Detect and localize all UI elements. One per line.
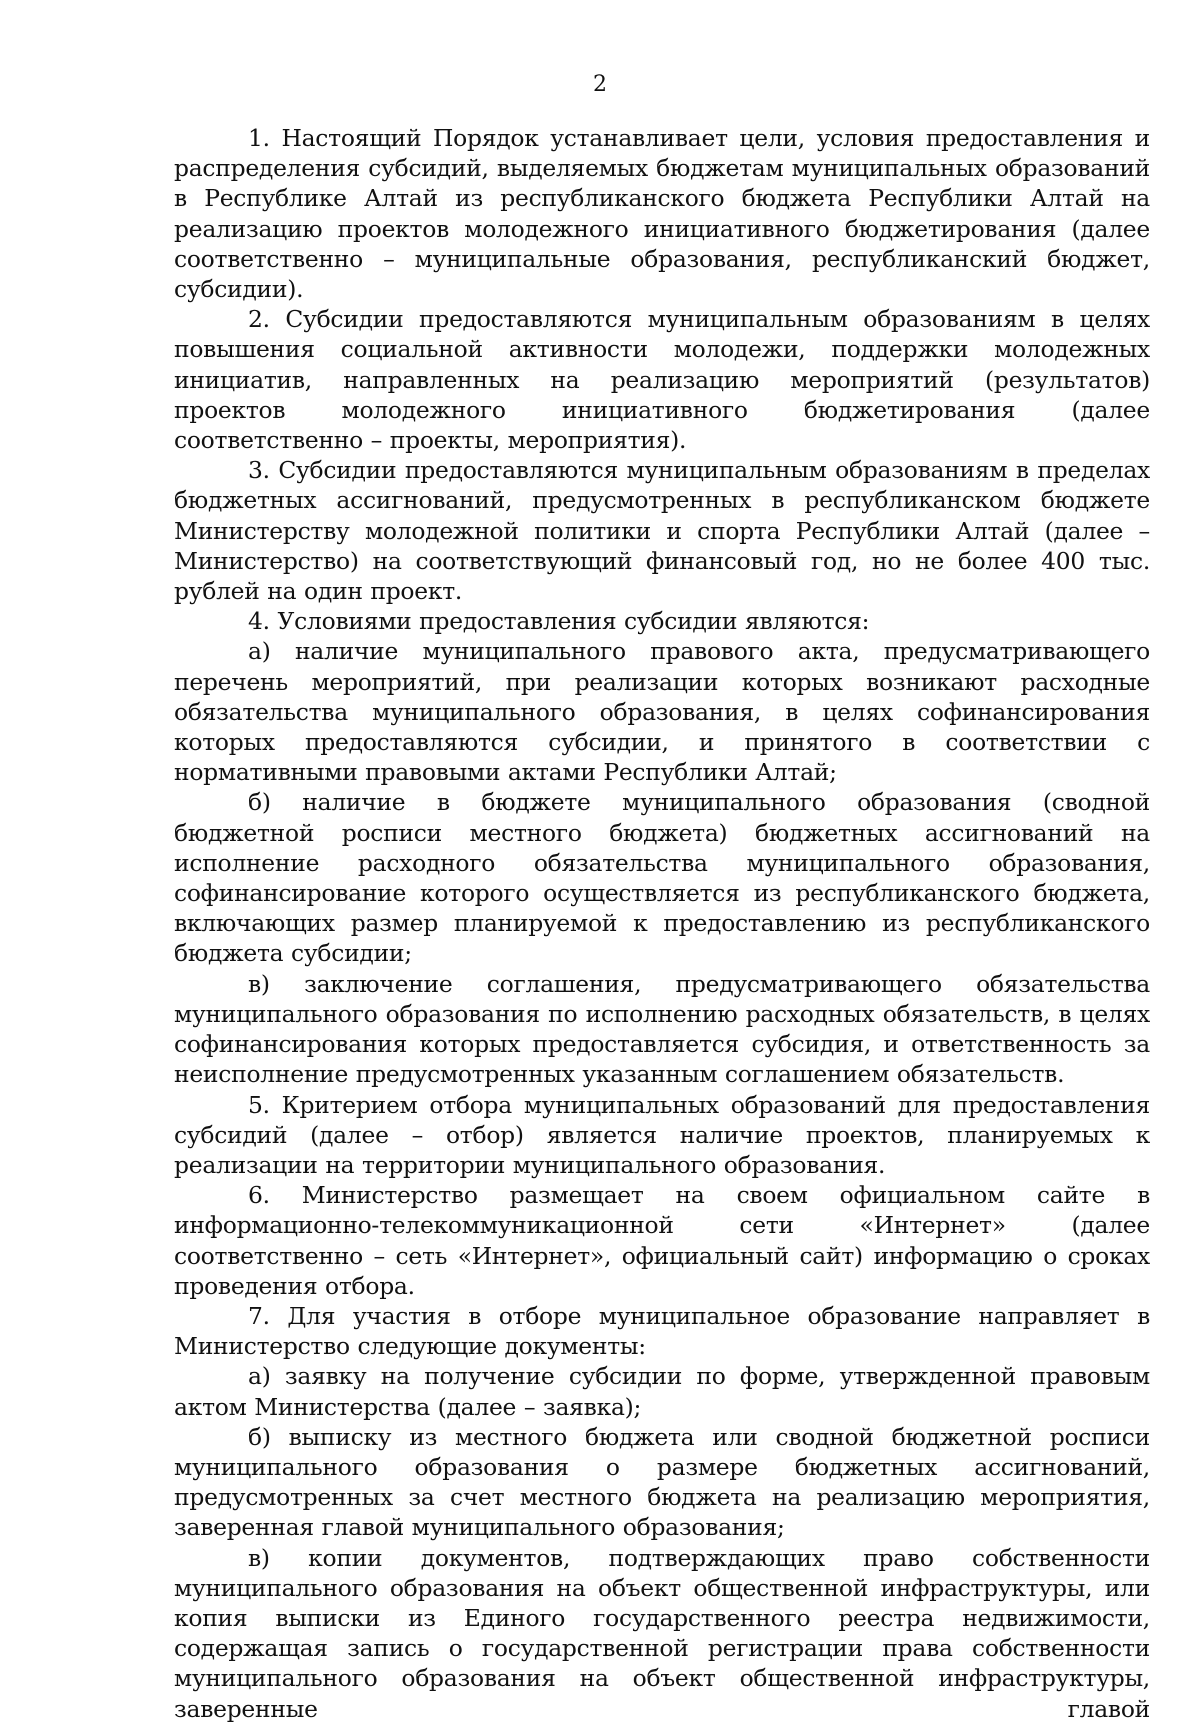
paragraph-5: 5. Критерием отбора муниципальных образований для предоставления субсидий (далее – отбор) является наличие проектов, планируемых к реализации на территории муниципального образования. — [174, 1090, 1150, 1179]
paragraph-4v: в) заключение соглашения, предусматривающего обязательства муниципального образования по исполнению расходных обязательств, в целях софинансирования которых предоставляется субсидия, и ответственность за неисполнение предусмотренных указанным соглашением обязательств. — [174, 969, 1150, 1089]
paragraph-7b: б) выписку из местного бюджета или сводной бюджетной росписи муниципального образования о размере бюджетных ассигнований, предусмотренных за счет местного бюджета на реализацию мероприятия, заверенная главой муниципального образования; — [174, 1422, 1150, 1542]
paragraph-6: 6. Министерство размещает на своем официальном сайте в информационно-телекоммуникационной сети «Интернет» (далее соответственно – сеть «Интернет», официальный сайт) информацию о сроках проведения отбора. — [174, 1181, 1150, 1300]
page-number: 2 — [593, 72, 607, 97]
paragraph-3: 3. Субсидии предоставляются муниципальным образованиям в пределах бюджетных ассигнований, предусмотренных в республиканском бюджете Министерству молодежной политики и спорта Республики Алтай (далее – Министерство) на соответствующий финансовый год, но не более 400 тыс. рублей на один проект. — [174, 456, 1150, 606]
paragraph-7a: а) заявку на получение субсидии по форме, утвержденной правовым актом Министерства (далее – заявка); — [174, 1362, 1150, 1421]
document-body — [174, 123, 1150, 1724]
paragraph-2: 2. Субсидии предоставляются муниципальным образованиям в целях повышения социальной активности молодежи, поддержки молодежных инициатив, направленных на реализацию мероприятий (результатов) проектов молодежного инициативного бюджетирования (далее соответственно – проекты, мероприятия). — [174, 305, 1150, 455]
paragraph-1: 1. Настоящий Порядок устанавливает цели, условия предоставления и распределения субсидий, выделяемых бюджетам муниципальных образований в Республике Алтай из республиканского бюджета Республики Алтай на реализацию проектов молодежного инициативного бюджетирования (далее соответственно – муниципальные образования, республиканский бюджет, субсидии). — [174, 124, 1150, 304]
paragraph-7: 7. Для участия в отборе муниципальное образование направляет в Министерство следующие документы: — [174, 1301, 1150, 1361]
paragraph-7v: в) копии документов, подтверждающих право собственности муниципального образования на объект общественной инфраструктуры, или копия выписки из Единого государственного реестра недвижимости, содержащая запись о государственной регистрации права собственности муниципального образования на объект общественной инфраструктуры, заверенные главой — [174, 1543, 1150, 1723]
paragraph-4a: а) наличие муниципального правового акта, предусматривающего перечень мероприятий, при реализации которых возникают расходные обязательства муниципального образования, в целях софинансирования которых предоставляются субсидии, и принятого в соответствии с нормативными правовыми актами Республики Алтай; — [174, 637, 1150, 787]
paragraph-4b: б) наличие в бюджете муниципального образования (сводной бюджетной росписи местного бюджета) бюджетных ассигнований на исполнение расходного обязательства муниципального образования, софинансирование которого осуществляется из республиканского бюджета, включающих размер планируемой к предоставлению из республиканского бюджета субсидии; — [174, 788, 1150, 968]
paragraph-4: 4. Условиями предоставления субсидии являются: — [248, 607, 870, 636]
